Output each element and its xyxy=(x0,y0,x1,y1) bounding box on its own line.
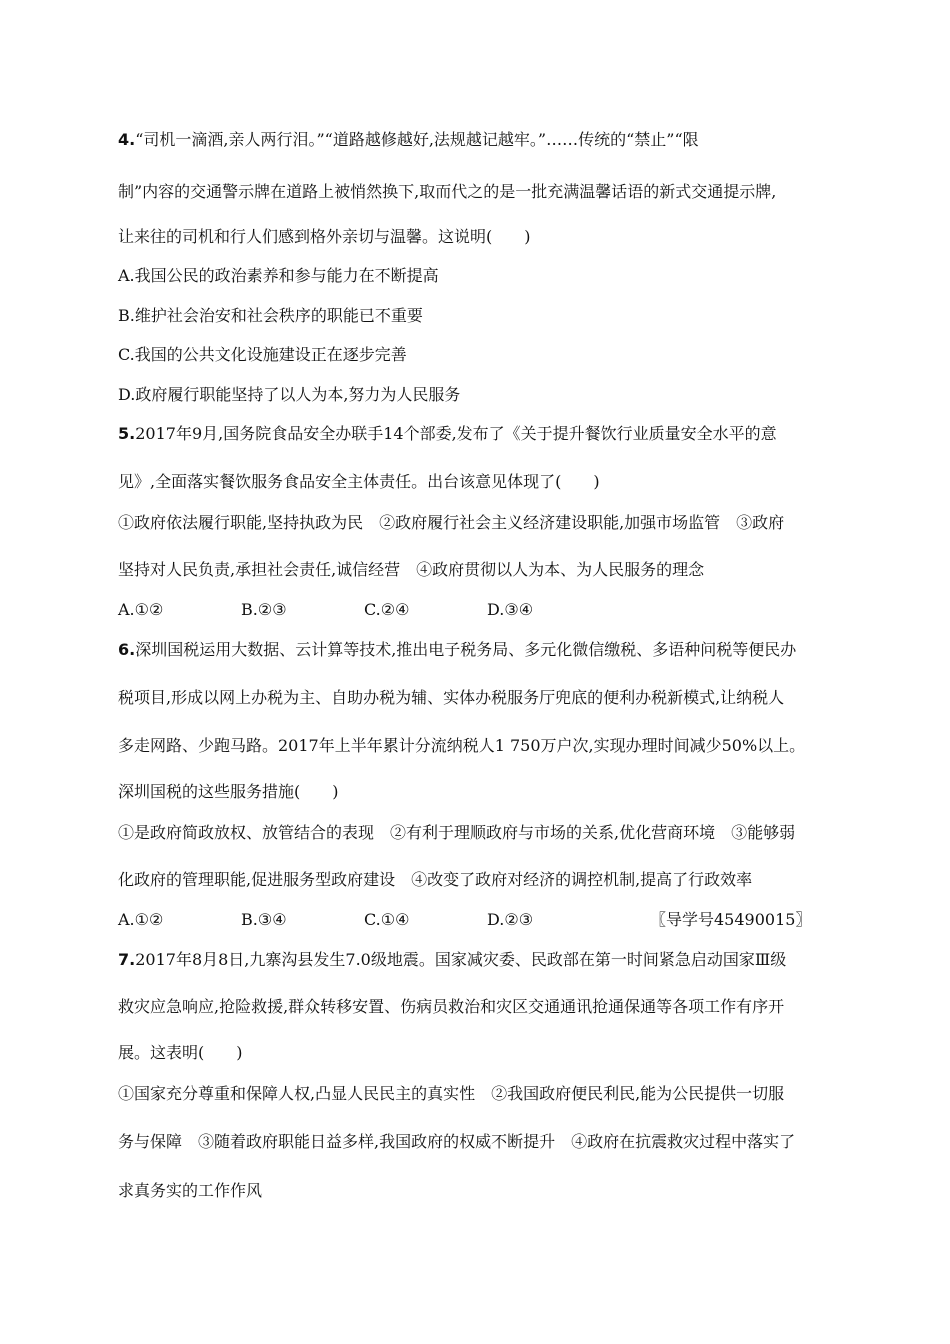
question-4-option-d: D.政府履行职能坚持了以人为本,努力为人民服务 xyxy=(118,385,461,404)
question-7-statements-line-2: 务与保障 ③随着政府职能日益多样,我国政府的权威不断提升 ④政府在抗震救灾过程中落实了 xyxy=(118,1132,796,1151)
option-d: D.③④ xyxy=(487,600,534,619)
question-4-option-c: C.我国的公共文化设施建设正在逐步完善 xyxy=(118,345,407,364)
question-4-stem-line-3: 让来往的司机和行人们感到格外亲切与温馨。这说明( ) xyxy=(118,227,531,246)
question-number: 4. xyxy=(118,130,136,149)
question-6-stem-line-2: 税项目,形成以网上办税为主、自助办税为辅、实体办税服务厅兜底的便利办税新模式,让纳税人 xyxy=(118,688,785,707)
question-number: 6. xyxy=(118,640,136,659)
question-5-statements-line-2: 坚持对人民负责,承担社会责任,诚信经营 ④政府贯彻以人为本、为人民服务的理念 xyxy=(118,560,705,579)
question-7-stem-line-2: 救灾应急响应,抢险救援,群众转移安置、伤病员救治和灾区交通通讯抢通保通等各项工作有序开 xyxy=(118,997,785,1016)
question-4-option-b: B.维护社会治安和社会秩序的职能已不重要 xyxy=(118,306,423,325)
question-7-stem-line-1: 7.2017年8月8日,九寨沟县发生7.0级地震。国家减灾委、民政部在第一时间紧急启动国家Ⅲ级 xyxy=(118,950,787,969)
question-6-statements-line-1: ①是政府简政放权、放管结合的表现 ②有利于理顺政府与市场的关系,优化营商环境 ③能够弱 xyxy=(118,823,796,842)
question-5-options xyxy=(118,599,838,621)
question-5-stem-line-1: 5.2017年9月,国务院食品安全办联手14个部委,发布了《关于提升餐饮行业质量安全水平的意 xyxy=(118,424,777,443)
question-4-option-a: A.我国公民的政治素养和参与能力在不断提高 xyxy=(118,266,439,285)
question-7-statements-line-1: ①国家充分尊重和保障人权,凸显人民民主的真实性 ②我国政府便民利民,能为公民提供一切服 xyxy=(118,1084,785,1103)
option-a: A.①② xyxy=(118,910,164,929)
guide-reference-number: 〖导学号45490015〗 xyxy=(650,910,812,929)
question-5-statements-line-1: ①政府依法履行职能,坚持执政为民 ②政府履行社会主义经济建设职能,加强市场监管 ③政府 xyxy=(118,513,785,532)
question-6-statements-line-2: 化政府的管理职能,促进服务型政府建设 ④改变了政府对经济的调控机制,提高了行政效率 xyxy=(118,870,753,889)
question-number: 5. xyxy=(118,424,136,443)
question-4-stem-line-1: 4.“司机一滴酒,亲人两行泪。”“道路越修越好,法规越记越牢。”……传统的“禁止”“限 xyxy=(118,130,699,149)
option-b: B.③④ xyxy=(241,910,287,929)
option-d: D.②③ xyxy=(487,910,534,929)
option-c: C.②④ xyxy=(364,600,410,619)
question-6-stem-line-1: 6.深圳国税运用大数据、云计算等技术,推出电子税务局、多元化微信缴税、多语种问税等便民办 xyxy=(118,640,797,659)
option-b: B.②③ xyxy=(241,600,287,619)
question-4-stem-line-2: 制”内容的交通警示牌在道路上被悄然换下,取而代之的是一批充满温馨话语的新式交通提示牌, xyxy=(118,182,777,201)
option-a: A.①② xyxy=(118,600,164,619)
question-number: 7. xyxy=(118,950,136,969)
question-6-stem-line-4: 深圳国税的这些服务措施( ) xyxy=(118,782,339,801)
option-c: C.①④ xyxy=(364,910,410,929)
question-6-stem-line-3: 多走网路、少跑马路。2017年上半年累计分流纳税人1 750万户次,实现办理时间减少50%以上。 xyxy=(118,736,806,755)
question-7-stem-line-3: 展。这表明( ) xyxy=(118,1043,243,1062)
question-5-stem-line-2: 见》,全面落实餐饮服务食品安全主体责任。出台该意见体现了( ) xyxy=(118,472,600,491)
question-7-statements-line-3: 求真务实的工作作风 xyxy=(118,1181,263,1200)
